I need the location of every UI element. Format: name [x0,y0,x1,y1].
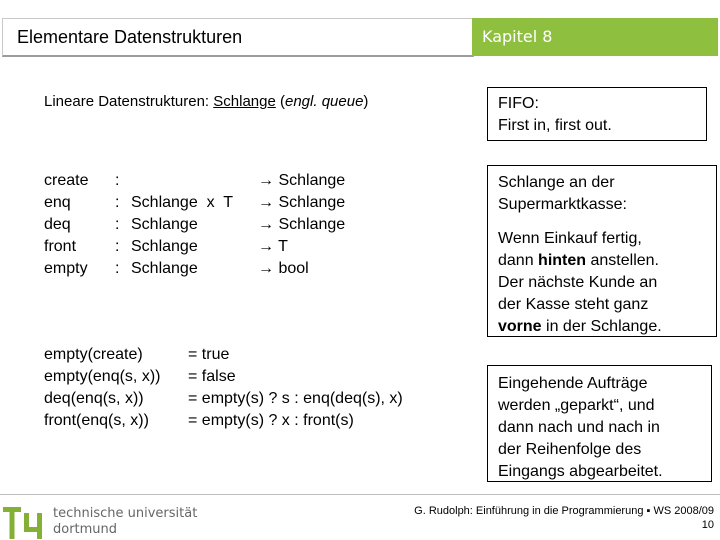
orders-line: dann nach und nach in [498,419,660,436]
orders-box [487,365,712,482]
emphasis-vorne: vorne [498,318,542,335]
axioms-left [44,344,160,432]
subtitle-term: Schlange [213,93,276,110]
op-domain: Schlange [131,216,198,233]
orders-line: Eingehende Aufträge [498,375,648,392]
supermarket-line: Wenn Einkauf fertig, [498,230,642,247]
text-run: dann [498,252,539,269]
axiom-lhs: front(enq(s, x)) [44,412,149,429]
op-name: front [44,238,77,255]
axioms-right [188,344,403,432]
supermarket-line [498,316,706,338]
subtitle-paren-close: ) [363,93,369,110]
text-run: anstellen. [586,252,659,269]
header-bar [0,18,720,56]
signature-operations [44,170,88,280]
subtitle-prefix: Lineare Datenstrukturen: [44,93,214,110]
tu-logo-icon [3,505,47,539]
header-title-box [2,18,474,57]
footer-divider [0,494,720,495]
supermarket-line: Schlange an der [498,174,615,191]
axiom-rhs: = empty(s) ? s : enq(deq(s), x) [188,390,403,407]
axiom-lhs: empty(enq(s, x)) [44,368,161,385]
chapter-label: Kapitel 8 [482,27,553,46]
footer-credit [414,504,714,532]
axiom-rhs: = false [188,368,236,385]
op-name: deq [44,216,71,233]
subtitle-english: engl. queue [285,93,364,110]
op-name: enq [44,194,71,211]
axiom-rhs: = true [188,346,230,363]
op-range: → Schlange [258,194,346,211]
orders-line: Eingangs abgearbeitet. [498,463,663,480]
supermarket-line: Supermarktkasse: [498,196,627,213]
op-range: → bool [258,260,309,277]
signature-domains [131,170,233,280]
op-domain: Schlange [131,238,198,255]
emphasis-hinten: hinten [538,252,587,269]
op-domain: Schlange x T [131,194,233,211]
orders-line: der Reihenfolge des [498,441,642,458]
page-number: 10 [701,519,714,531]
colon: : [115,260,120,277]
course-credit: G. Rudolph: Einführung in die Programmierung ▪ WS 2008/09 [414,505,714,517]
university-name-line1: technische universität [53,506,198,521]
subtitle-paren-open: ( [275,93,285,110]
op-range: → T [258,238,288,255]
chapter-badge [472,18,718,56]
supermarket-line [498,250,706,272]
fifo-expansion: First in, first out. [498,117,612,134]
colon: : [115,172,120,189]
text-run: in der Schlange. [541,318,662,335]
supermarket-line: Der nächste Kunde an [498,274,658,291]
colon: : [115,194,120,211]
op-range: → Schlange [258,216,346,233]
signature-colons [115,170,119,280]
university-name [53,506,197,538]
orders-line: werden „geparkt“, und [498,397,655,414]
paragraph-gap [498,216,706,228]
axiom-lhs: deq(enq(s, x)) [44,390,144,407]
axiom-rhs: = empty(s) ? x : front(s) [188,412,354,429]
supermarket-box [487,165,717,337]
op-range: → Schlange [258,172,346,189]
subtitle [44,93,368,110]
supermarket-line: der Kasse steht ganz [498,296,649,313]
op-domain: Schlange [131,260,198,277]
colon: : [115,238,120,255]
university-name-line2: dortmund [53,522,118,537]
fifo-title: FIFO: [498,95,539,112]
slide-title: Elementare Datenstrukturen [17,27,243,47]
op-name: empty [44,260,88,277]
axiom-lhs: empty(create) [44,346,143,363]
op-domain [131,170,233,192]
op-name: create [44,172,89,189]
colon: : [115,216,120,233]
signature-ranges [258,170,345,280]
fifo-box [487,87,707,141]
